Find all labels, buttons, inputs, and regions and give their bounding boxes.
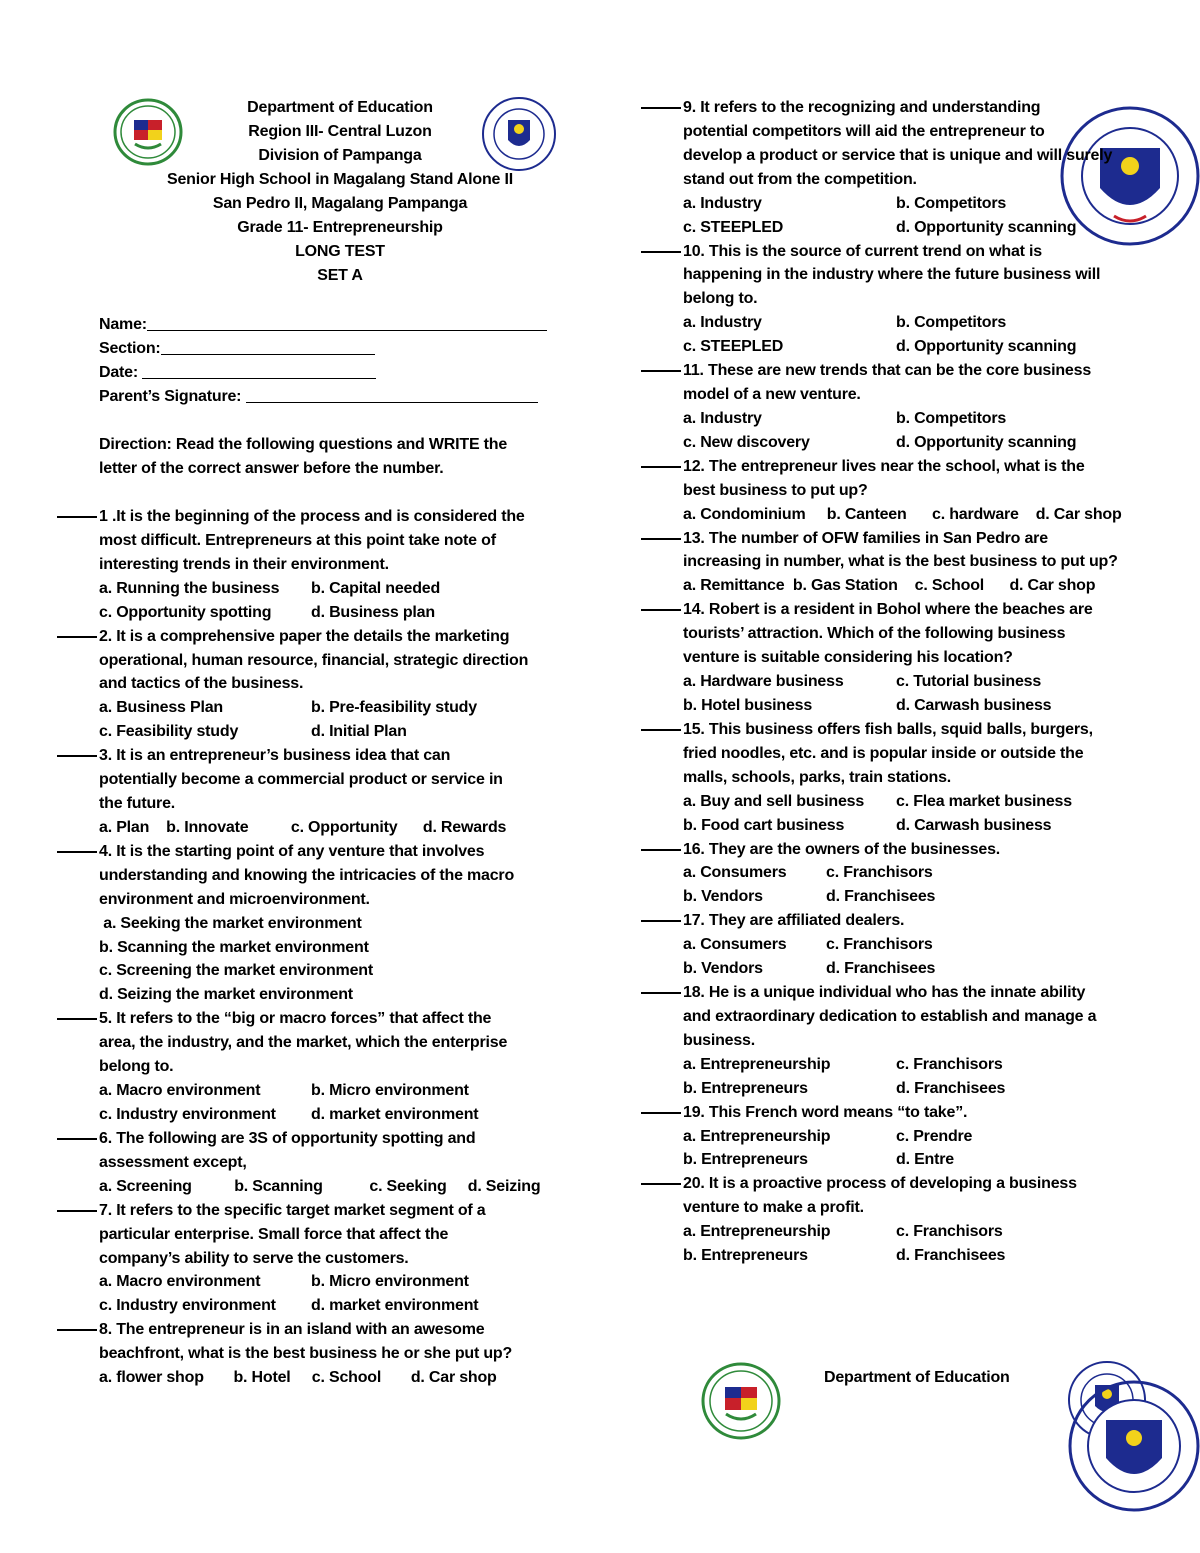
answer-choice[interactable]: d. Opportunity scanning xyxy=(896,218,1077,236)
answer-blank[interactable] xyxy=(641,720,681,731)
section-field[interactable] xyxy=(99,339,375,359)
question-text: fried noodles, etc. and is popular inside or outside the xyxy=(683,744,1084,762)
answer-blank[interactable] xyxy=(641,911,681,922)
question-text: particular enterprise. Small force that affect the xyxy=(99,1225,449,1243)
question-text: 1 .It is the beginning of the process and is considered the xyxy=(99,508,525,525)
answer-blank[interactable] xyxy=(57,1320,97,1331)
answer-choice[interactable]: c. Opportunity spotting xyxy=(99,603,272,621)
question-text: 16. They are the owners of the businesses. xyxy=(683,840,1001,858)
answer-choice[interactable]: b. Scanning the market environment xyxy=(99,938,369,956)
header-line: LONG TEST xyxy=(295,243,385,260)
question-text: 15. This business offers fish balls, squid balls, burgers, xyxy=(683,720,1093,738)
answer-choice[interactable]: b. Food cart business xyxy=(683,816,845,834)
answer-blank[interactable] xyxy=(641,1103,681,1114)
header-line: Department of Education xyxy=(247,99,433,116)
answer-choice[interactable]: c. Prendre xyxy=(896,1127,973,1145)
answer-choice[interactable]: d. Carwash business xyxy=(896,816,1052,834)
answer-choice[interactable]: a. Macro environment xyxy=(99,1082,261,1100)
answer-choice-row[interactable]: a. Remittance b. Gas Station c. School d. Car shop xyxy=(683,577,1096,595)
answer-choice[interactable]: b. Hotel business xyxy=(683,697,813,714)
question-text: venture to make a profit. xyxy=(683,1199,864,1217)
direction-line-1: Direction: Read the following questions and WRITE the xyxy=(99,436,508,453)
answer-choice-row[interactable]: a. Condominium b. Canteen c. hardware d. Car shop xyxy=(683,505,1122,523)
question-text: 4. It is the starting point of any venture that involves xyxy=(99,842,485,860)
answer-blank[interactable] xyxy=(57,842,97,853)
question-text: model of a new venture. xyxy=(683,386,861,404)
answer-blank[interactable] xyxy=(641,983,681,994)
answer-choice[interactable]: d. Business plan xyxy=(311,603,435,621)
question-text: 9. It refers to the recognizing and understanding xyxy=(683,99,1041,116)
answer-choice-row[interactable]: a. Screening b. Scanning c. Seeking d. Seizing xyxy=(99,1177,541,1195)
answer-choice[interactable]: c. Feasibility study xyxy=(99,723,239,741)
answer-blank[interactable] xyxy=(57,1009,97,1020)
answer-blank[interactable] xyxy=(57,1129,97,1140)
answer-choice[interactable]: a. Consumers xyxy=(683,864,787,882)
answer-blank[interactable] xyxy=(57,627,97,638)
name-blank[interactable] xyxy=(147,315,547,331)
question-text: area, the industry, and the market, which the enterprise xyxy=(99,1034,508,1052)
answer-choice[interactable]: b. Competitors xyxy=(896,194,1007,212)
direction-line-2: letter of the correct answer before the number. xyxy=(99,460,444,477)
answer-choice[interactable]: d. Opportunity scanning xyxy=(896,433,1077,451)
answer-blank[interactable] xyxy=(641,840,681,851)
answer-choice[interactable]: c. Industry environment xyxy=(99,1106,276,1123)
answer-choice[interactable]: a. Business Plan xyxy=(99,699,223,717)
question-text: belong to. xyxy=(683,290,758,308)
answer-choice[interactable]: d. market environment xyxy=(311,1297,479,1315)
section-blank[interactable] xyxy=(161,339,375,355)
answer-choice[interactable]: c. Franchisors xyxy=(826,864,933,882)
answer-choice[interactable]: c. Tutorial business xyxy=(896,673,1042,691)
question-text: stand out from the competition. xyxy=(683,170,917,188)
section-label: Section: xyxy=(99,340,161,357)
answer-blank[interactable] xyxy=(57,746,97,757)
answer-choice[interactable]: b. Competitors xyxy=(896,314,1007,332)
answer-choice[interactable]: c. STEEPLED xyxy=(683,218,784,236)
signature-blank[interactable] xyxy=(246,387,538,403)
signature-label: Parent’s Signature: xyxy=(99,388,246,405)
answer-choice[interactable]: b. Pre-feasibility study xyxy=(311,699,477,717)
answer-choice[interactable]: d. Franchisees xyxy=(896,1247,1006,1265)
answer-choice[interactable]: b. Entrepreneurs xyxy=(683,1079,808,1097)
answer-choice[interactable]: a. Seeking the market environment xyxy=(99,914,362,932)
answer-choice[interactable]: d. Franchisees xyxy=(896,1079,1006,1097)
answer-choice[interactable]: a. Entrepreneurship xyxy=(683,1055,831,1073)
question-text: 14. Robert is a resident in Bohol where the beaches are xyxy=(683,601,1093,619)
question-text: belong to. xyxy=(99,1058,174,1076)
question-text: 6. The following are 3S of opportunity spotting and xyxy=(99,1129,476,1147)
question-text: potentially become a commercial product or service in xyxy=(99,771,503,789)
question-text: and tactics of the business. xyxy=(99,675,304,693)
question-text: interesting trends in their environment. xyxy=(99,555,389,573)
header-line: Region III- Central Luzon xyxy=(248,123,432,140)
question-text: potential competitors will aid the entrepreneur to xyxy=(683,122,1045,140)
answer-blank[interactable] xyxy=(641,457,681,468)
school-logo-bottom xyxy=(701,1362,781,1440)
deped-seal-bottom-large xyxy=(1062,1366,1200,1516)
answer-choice[interactable]: a. Hardware business xyxy=(683,673,844,691)
question-text: 12. The entrepreneur lives near the school, what is the xyxy=(683,457,1085,475)
question-text: understanding and knowing the intricacies of the macro xyxy=(99,866,515,884)
question-text: malls, schools, parks, train stations. xyxy=(683,768,952,786)
answer-choice[interactable]: b. Micro environment xyxy=(311,1273,469,1291)
question-text: 17. They are affiliated dealers. xyxy=(683,912,905,930)
question-text: venture is suitable considering his location? xyxy=(683,649,1013,667)
question-text: the future. xyxy=(99,795,176,813)
question-text: 18. He is a unique individual who has the innate ability xyxy=(683,984,1086,1002)
question-text: 11. These are new trends that can be the core business xyxy=(683,362,1092,380)
answer-choice[interactable]: b. Vendors xyxy=(683,960,763,978)
answer-choice[interactable]: a. Industry xyxy=(683,314,762,332)
header-line: Grade 11- Entrepreneurship xyxy=(237,219,443,236)
answer-choice[interactable]: a. Buy and sell business xyxy=(683,792,865,810)
answer-choice[interactable]: b. Competitors xyxy=(896,409,1007,427)
answer-choice[interactable]: d. Carwash business xyxy=(896,697,1052,714)
question-text: 13. The number of OFW families in San Pedro are xyxy=(683,529,1048,547)
question-text: and extraordinary dedication to establish and manage a xyxy=(683,1007,1097,1025)
header-line: SET A xyxy=(317,267,363,284)
answer-choice[interactable]: a. Running the business xyxy=(99,579,280,597)
answer-blank[interactable] xyxy=(641,600,681,611)
answer-choice[interactable]: d. Entre xyxy=(896,1151,954,1169)
answer-choice[interactable]: a. Macro environment xyxy=(99,1273,261,1291)
answer-choice[interactable]: a. Entrepreneurship xyxy=(683,1223,831,1241)
question-text: operational, human resource, financial, strategic direction xyxy=(99,651,529,669)
answer-choice[interactable]: d. market environment xyxy=(311,1106,479,1123)
question-text: beachfront, what is the best business he or she put up? xyxy=(99,1345,513,1363)
answer-choice[interactable]: c. New discovery xyxy=(683,433,810,451)
header-line: Division of Pampanga xyxy=(258,147,422,164)
answer-blank[interactable] xyxy=(57,1201,97,1212)
question-text: 10. This is the source of current trend on what is xyxy=(683,242,1042,260)
question-text: company’s ability to serve the customers. xyxy=(99,1249,409,1267)
answer-choice[interactable]: c. Screening the market environment xyxy=(99,962,373,980)
answer-choice-row[interactable]: a. flower shop b. Hotel c. School d. Car shop xyxy=(99,1369,497,1387)
header-line: Senior High School in Magalang Stand Alone II xyxy=(167,171,513,188)
answer-choice-row[interactable]: a. Plan b. Innovate c. Opportunity d. Rewards xyxy=(99,818,507,836)
answer-choice[interactable]: d. Opportunity scanning xyxy=(896,338,1077,356)
answer-choice[interactable]: c. Flea market business xyxy=(896,792,1072,810)
answer-choice[interactable]: b. Vendors xyxy=(683,888,763,906)
answer-choice[interactable]: a. Industry xyxy=(683,194,762,212)
question-text: develop a product or service that is unique and will surely xyxy=(683,146,1113,164)
date-field[interactable] xyxy=(99,363,376,383)
name-label: Name: xyxy=(99,316,147,333)
question-text: assessment except, xyxy=(99,1153,247,1171)
question-text: 7. It refers to the specific target market segment of a xyxy=(99,1201,486,1219)
answer-choice[interactable]: d. Franchisees xyxy=(826,960,936,978)
answer-choice[interactable]: b. Micro environment xyxy=(311,1082,469,1100)
footer-label: Department of Education xyxy=(824,1369,1010,1386)
answer-choice[interactable]: a. Consumers xyxy=(683,936,787,954)
question-text: best business to put up? xyxy=(683,481,868,499)
question-text: 20. It is a proactive process of developing a business xyxy=(683,1175,1077,1193)
answer-choice[interactable]: b. Entrepreneurs xyxy=(683,1247,808,1265)
question-text: 19. This French word means “to take”. xyxy=(683,1103,968,1121)
answer-blank[interactable] xyxy=(641,361,681,372)
date-label: Date: xyxy=(99,364,143,381)
answer-choice[interactable]: c. STEEPLED xyxy=(683,338,784,356)
answer-choice[interactable]: b. Entrepreneurs xyxy=(683,1151,808,1169)
date-blank[interactable] xyxy=(142,363,376,379)
question-text: business. xyxy=(683,1031,756,1049)
answer-choice[interactable]: d. Initial Plan xyxy=(311,723,407,741)
question-text: increasing in number, what is the best business to put up? xyxy=(683,553,1118,571)
answer-choice[interactable]: a. Industry xyxy=(683,409,762,427)
answer-choice[interactable]: a. Entrepreneurship xyxy=(683,1127,831,1145)
answer-blank[interactable] xyxy=(641,1174,681,1185)
header-line: San Pedro II, Magalang Pampanga xyxy=(212,195,468,212)
answer-blank[interactable] xyxy=(641,242,681,253)
answer-choice[interactable]: c. Franchisors xyxy=(826,936,933,954)
answer-choice[interactable]: c. Franchisors xyxy=(896,1223,1003,1241)
answer-choice[interactable]: b. Capital needed xyxy=(311,579,441,597)
answer-blank[interactable] xyxy=(57,507,97,518)
question-text: environment and microenvironment. xyxy=(99,890,370,908)
signature-field[interactable] xyxy=(99,387,538,407)
deped-seal-large xyxy=(1060,76,1200,276)
answer-choice[interactable]: d. Franchisees xyxy=(826,888,936,906)
question-text: 8. The entrepreneur is in an island with an awesome xyxy=(99,1321,485,1339)
name-field[interactable] xyxy=(99,315,547,335)
question-text: tourists’ attraction. Which of the following business xyxy=(683,625,1066,643)
question-text: most difficult. Entrepreneurs at this point take note of xyxy=(99,531,496,549)
question-text: 3. It is an entrepreneur’s business idea that can xyxy=(99,747,451,765)
question-text: happening in the industry where the future business will xyxy=(683,266,1101,284)
question-text: 2. It is a comprehensive paper the details the marketing xyxy=(99,627,510,645)
answer-choice[interactable]: c. Industry environment xyxy=(99,1297,276,1315)
answer-blank[interactable] xyxy=(641,98,681,109)
question-text: 5. It refers to the “big or macro forces” that affect the xyxy=(99,1010,492,1028)
answer-choice[interactable]: c. Franchisors xyxy=(896,1055,1003,1073)
answer-choice[interactable]: d. Seizing the market environment xyxy=(99,986,353,1004)
answer-blank[interactable] xyxy=(641,529,681,540)
